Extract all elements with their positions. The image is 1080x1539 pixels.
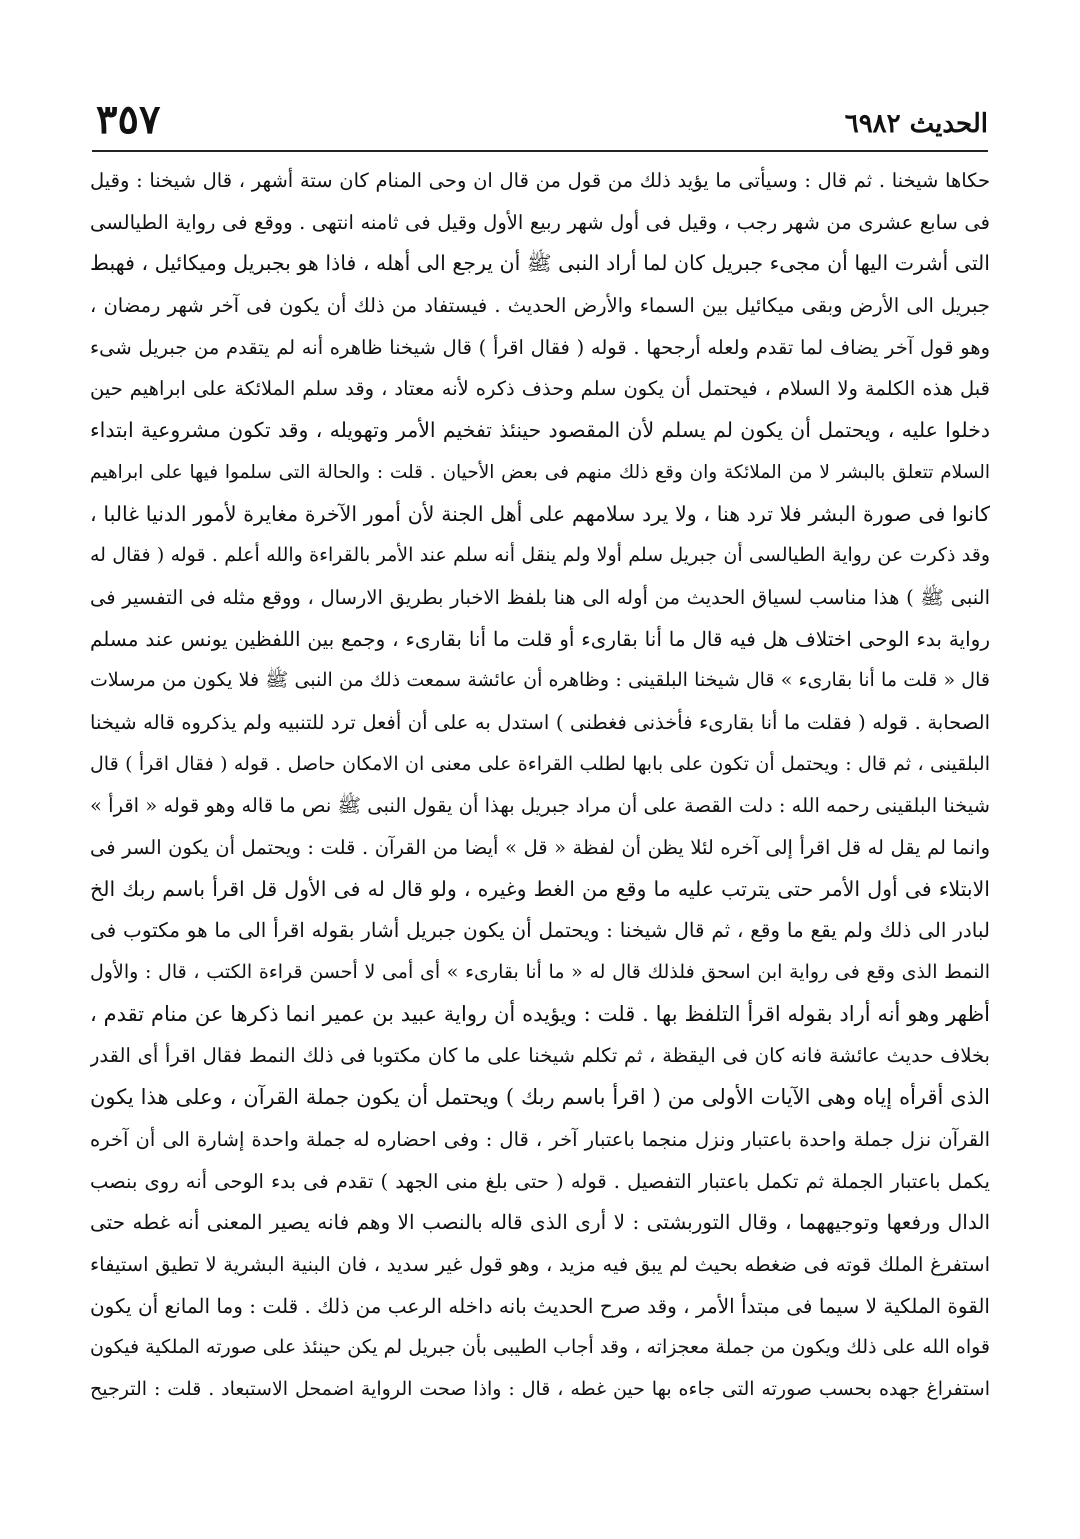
running-head: الحديث ٦٩٨٢ (844, 109, 988, 139)
header-rule (92, 150, 988, 152)
text-line: الابتلاء فى أول الأمر حتى يترتب عليه ما وقع من الغط وغيره ، ولو قال له فى الأول قل اقرأ باسم ربك الخ (90, 876, 990, 901)
text-line: القوة الملكية لا سيما فى مبتدأ الأمر ، وقد صرح الحديث بانه داخله الرعب من ذلك . قلت : وما المانع أن يكون (90, 1293, 990, 1318)
text-line: أظهر وهو أنه أراد بقوله اقرأ التلفظ بها . قلت : ويؤيده أن رواية عبيد بن عمير انما ذكرها عن منام تقدم ، (90, 1001, 990, 1026)
text-line: القرآن نزل جملة واحدة باعتبار ونزل منجما باعتبار آخر ، قال : وفى احضاره له جملة واحدة إشارة الى أن آخره (90, 1127, 990, 1151)
text-line: دخلوا عليه ، ويحتمل أن يكون لم يسلم لأن المقصود حينئذ تفخيم الأمر وتهويله ، وقد تكون مشروعية ابتداء (90, 418, 990, 443)
text-line: قال « قلت ما أنا بقارىء » قال شيخنا البلقينى : وظاهره أن عائشة سمعت ذلك من النبى ﷺ فلا يكون من مرسلات (90, 669, 990, 692)
text-line: استفراغ جهده بحسب صورته التى جاءه بها حين غطه ، قال : واذا صحت الرواية اضمحل الاستبعاد . قلت : الترجيح (90, 1377, 990, 1400)
text-line: البلقينى ، ثم قال : ويحتمل أن تكون على بابها لطلب القراءة على معنى ان الامكان حاصل . قوله ( فقال اقرأ ) قال (90, 752, 990, 775)
text-line: قواه الله على ذلك ويكون من جملة معجزاته ، وقد أجاب الطيبى بأن جبريل لم يكن حينئذ على صورته الملكية فيكون (90, 1336, 990, 1359)
text-line: فى سابع عشرى من شهر رجب ، وقيل فى أول شهر ربيع الأول وقيل فى ثامنه انتهى . ووقع فى رواية الطيالسى (90, 210, 990, 234)
text-line: قبل هذه الكلمة ولا السلام ، فيحتمل أن يكون سلم وحذف ذكره لأنه معتاد ، وقد سلم الملائكة على ابراهيم حين (90, 377, 990, 401)
text-line: استفرغ الملك قوته فى ضغطه بحيث لم يبق فيه مزيد ، وهو قول غير سديد ، فان البنية البشرية لا تطيق استيفاء (90, 1252, 990, 1276)
text-line: بخلاف حديث عائشة فانه كان فى اليقظة ، ثم تكلم شيخنا على ما كان مكتوبا فى ذلك النمط فقال اقرأ أى القدر (90, 1044, 990, 1068)
text-line: وهو قول آخر يضاف لما تقدم ولعله أرجحها . قوله ( فقال اقرأ ) قال شيخنا ظاهره أنه لم يتقدم من جبريل شىء (90, 335, 990, 359)
text-line: وانما لم يقل له قل اقرأ إلى آخره لئلا يظن أن لفظة « قل » أيضا من القرآن . قلت : ويحتمل أن يكون السر فى (90, 836, 990, 859)
text-line: حكاها شيخنا . ثم قال : وسيأتى ما يؤيد ذلك من قول من قال ان وحى المنام كان ستة أشهر ، قال شيخنا : وقيل (90, 169, 990, 192)
text-line: السلام تتعلق بالبشر لا من الملائكة وان وقع ذلك منهم فى بعض الأحيان . قلت : والحالة التى سلموا فيها على ابراهيم (90, 461, 990, 483)
text-line: النمط الذى وقع فى رواية ابن اسحق فلذلك قال له « ما أنا بقارىء » أى أمى لا أحسن قراءة الكتب ، قال : والأول (90, 961, 990, 984)
text-line: الذى أقرأه إياه وهى الآيات الأولى من ( اقرأ باسم ربك ) ويحتمل أن يكون جملة القرآن ، وعلى هذا يكون (90, 1085, 990, 1110)
page-body-text (90, 160, 990, 1411)
text-line: شيخنا البلقينى رحمه الله : دلت القصة على أن مراد جبريل بهذا أن يقول النبى ﷺ نص ما قاله وهو قوله « اقرأ » (90, 794, 990, 818)
text-line: الصحابة . قوله ( فقلت ما أنا بقارىء فأخذنى فغطنى ) استدل به على أن أفعل ترد للتنبيه ولم يذكروه قاله شيخنا (90, 710, 990, 734)
text-line: التى أشرت اليها أن مجىء جبريل كان لما أراد النبى ﷺ أن يرجع الى أهله ، فاذا هو بجبريل وميكائيل ، فهبط (90, 251, 990, 276)
text-line: يكمل باعتبار الجملة ثم تكمل باعتبار التفصيل . قوله ( حتى بلغ منى الجهد ) تقدم فى بدء الوحى أنه روى بنصب (90, 1169, 990, 1193)
text-line: الدال ورفعها وتوجيههما ، وقال التوربشتى : لا أرى الذى قاله بالنصب الا وهم فانه يصير المعنى أنه غطه حتى (90, 1210, 990, 1235)
text-line: جبريل الى الأرض وبقى ميكائيل بين السماء والأرض الحديث . فيستفاد من ذلك أن يكون فى آخر شهر رمضان ، (90, 294, 990, 318)
text-line: لبادر الى ذلك ولم يقع ما وقع ، ثم قال شيخنا : ويحتمل أن يكون جبريل أشار بقوله اقرأ الى ما هو مكتوب فى (90, 918, 990, 943)
page-number: ٣٥٧ (96, 96, 161, 143)
text-line: النبى ﷺ ) هذا مناسب لسياق الحديث من أوله الى هنا بلفظ الاخبار بطريق الارسال ، ووقع مثله فى التفسير فى (90, 585, 990, 609)
text-line: وقد ذكرت عن رواية الطيالسى أن جبريل سلم أولا ولم ينقل أنه سلم عند الأمر بالقراءة والله أعلم . قوله ( فقال له (90, 544, 990, 567)
text-line: كانوا فى صورة البشر فلا ترد هنا ، ولا يرد سلامهم على أهل الجنة لأن أمور الآخرة مغايرة لأمور الدنيا غالبا ، (90, 501, 990, 526)
text-line: رواية بدء الوحى اختلاف هل فيه قال ما أنا بقارىء أو قلت ما أنا بقارىء ، وجمع بين اللفظين يونس عند مسلم (90, 626, 990, 651)
page-header (96, 92, 988, 148)
